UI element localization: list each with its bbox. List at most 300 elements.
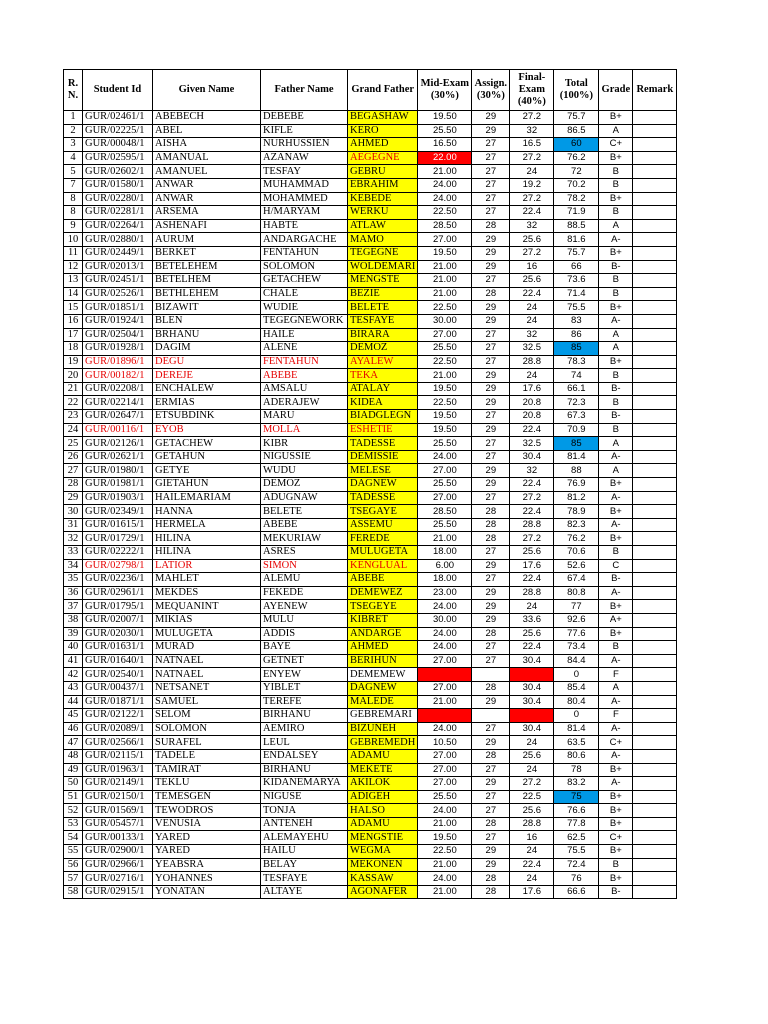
cell-grand-father: ASSEMU (348, 518, 418, 532)
cell-given-name: ABEBECH (153, 111, 261, 125)
cell-mid-exam: 25.50 (418, 518, 472, 532)
cell-grade: B+ (599, 600, 633, 614)
cell-given-name: AISHA (153, 138, 261, 152)
cell-remark (633, 790, 677, 804)
cell-grand-father: KERO (348, 124, 418, 138)
cell-mid-exam: 19.50 (418, 410, 472, 424)
cell-given-name: MURAD (153, 641, 261, 655)
cell-given-name: AURUM (153, 233, 261, 247)
cell-grade: B- (599, 573, 633, 587)
cell-remark (633, 613, 677, 627)
cell-remark (633, 274, 677, 288)
cell-grade: A- (599, 491, 633, 505)
cell-grade: B (599, 206, 633, 220)
cell-grade: A (599, 342, 633, 356)
cell-grand-father: MEKONEN (348, 858, 418, 872)
cell-final-exam: 24 (510, 165, 554, 179)
cell-rn: 38 (64, 613, 83, 627)
cell-given-name: DEGU (153, 355, 261, 369)
cell-remark (633, 532, 677, 546)
grades-table (63, 69, 677, 899)
cell-remark (633, 301, 677, 315)
cell-assign: 29 (472, 233, 510, 247)
cell-final-exam: 30.4 (510, 450, 554, 464)
cell-assign: 29 (472, 695, 510, 709)
cell-student-id: GUR/01980/1 (83, 464, 153, 478)
cell-total: 0 (554, 709, 599, 723)
cell-student-id: GUR/01729/1 (83, 532, 153, 546)
cell-remark (633, 885, 677, 899)
cell-remark (633, 777, 677, 791)
header-final-exam: Final-Exam (40%) (510, 70, 554, 111)
cell-remark (633, 192, 677, 206)
cell-total: 80.6 (554, 749, 599, 763)
cell-final-exam: 22.4 (510, 423, 554, 437)
cell-assign: 29 (472, 586, 510, 600)
cell-mid-exam: 25.50 (418, 790, 472, 804)
cell-given-name: AMANUAL (153, 151, 261, 165)
cell-total: 77.8 (554, 817, 599, 831)
cell-final-exam: 30.4 (510, 681, 554, 695)
cell-assign: 27 (472, 763, 510, 777)
table-row (64, 314, 677, 328)
cell-given-name: SURAFEL (153, 736, 261, 750)
cell-rn: 13 (64, 274, 83, 288)
cell-given-name: SAMUEL (153, 695, 261, 709)
cell-student-id: GUR/02647/1 (83, 410, 153, 424)
cell-grade: B+ (599, 627, 633, 641)
cell-assign: 28 (472, 287, 510, 301)
cell-grade: B (599, 396, 633, 410)
cell-final-exam: 32 (510, 219, 554, 233)
cell-rn: 28 (64, 478, 83, 492)
cell-student-id: GUR/01580/1 (83, 178, 153, 192)
cell-father-name: ANDARGACHE (261, 233, 348, 247)
table-row (64, 641, 677, 655)
cell-grade: A- (599, 314, 633, 328)
cell-final-exam: 22.4 (510, 641, 554, 655)
cell-final-exam: 16.5 (510, 138, 554, 152)
cell-total: 66.6 (554, 885, 599, 899)
cell-grade: A (599, 464, 633, 478)
cell-total: 70.9 (554, 423, 599, 437)
cell-mid-exam: 28.50 (418, 219, 472, 233)
header-student-id: Student Id (83, 70, 153, 111)
cell-given-name: GETAHUN (153, 450, 261, 464)
cell-student-id: GUR/02449/1 (83, 246, 153, 260)
cell-given-name: MIKIAS (153, 613, 261, 627)
cell-grade: C (599, 559, 633, 573)
cell-assign: 27 (472, 328, 510, 342)
cell-grand-father: AYALEW (348, 355, 418, 369)
cell-remark (633, 342, 677, 356)
cell-given-name: BIZAWIT (153, 301, 261, 315)
cell-given-name: BERKET (153, 246, 261, 260)
cell-mid-exam: 25.50 (418, 124, 472, 138)
cell-grade: B (599, 178, 633, 192)
cell-final-exam: 25.6 (510, 546, 554, 560)
cell-mid-exam: 19.50 (418, 831, 472, 845)
cell-student-id: GUR/02966/1 (83, 858, 153, 872)
table-row (64, 546, 677, 560)
cell-student-id: GUR/01928/1 (83, 342, 153, 356)
table-row (64, 328, 677, 342)
cell-grand-father: TEGEGNE (348, 246, 418, 260)
cell-rn: 31 (64, 518, 83, 532)
cell-rn: 10 (64, 233, 83, 247)
cell-final-exam: 27.2 (510, 532, 554, 546)
table-body (64, 111, 677, 899)
cell-given-name: TAMIRAT (153, 763, 261, 777)
cell-remark (633, 763, 677, 777)
cell-remark (633, 138, 677, 152)
cell-assign: 29 (472, 559, 510, 573)
cell-total: 73.4 (554, 641, 599, 655)
table-row (64, 559, 677, 573)
cell-mid-exam: 19.50 (418, 246, 472, 260)
cell-student-id: GUR/02150/1 (83, 790, 153, 804)
cell-total: 74 (554, 369, 599, 383)
cell-grand-father: ANDARGE (348, 627, 418, 641)
cell-father-name: MUHAMMAD (261, 178, 348, 192)
cell-mid-exam: 18.00 (418, 546, 472, 560)
cell-father-name: BIRHANU (261, 763, 348, 777)
cell-grade: A (599, 124, 633, 138)
cell-rn: 49 (64, 763, 83, 777)
cell-father-name: ALEMU (261, 573, 348, 587)
cell-assign: 27 (472, 654, 510, 668)
cell-grand-father: AHMED (348, 138, 418, 152)
cell-grade: F (599, 668, 633, 682)
cell-student-id: GUR/01963/1 (83, 763, 153, 777)
cell-student-id: GUR/02126/1 (83, 437, 153, 451)
header-given-name: Given Name (153, 70, 261, 111)
cell-rn: 15 (64, 301, 83, 315)
cell-father-name: LEUL (261, 736, 348, 750)
cell-final-exam: 20.8 (510, 410, 554, 424)
cell-total: 66 (554, 260, 599, 274)
cell-student-id: GUR/02214/1 (83, 396, 153, 410)
cell-father-name: ABEBE (261, 369, 348, 383)
cell-grade: B+ (599, 763, 633, 777)
table-row (64, 219, 677, 233)
cell-final-exam: 22.4 (510, 573, 554, 587)
cell-father-name: FENTAHUN (261, 246, 348, 260)
cell-assign: 27 (472, 790, 510, 804)
table-row (64, 804, 677, 818)
cell-student-id: GUR/02030/1 (83, 627, 153, 641)
cell-final-exam: 28.8 (510, 355, 554, 369)
cell-remark (633, 450, 677, 464)
cell-grand-father: TADESSE (348, 491, 418, 505)
cell-grade: A (599, 437, 633, 451)
header-rn: R. N. (64, 70, 83, 111)
cell-mid-exam: 28.50 (418, 505, 472, 519)
cell-student-id: GUR/02007/1 (83, 613, 153, 627)
cell-grade: A- (599, 654, 633, 668)
cell-total: 81.6 (554, 233, 599, 247)
table-row (64, 111, 677, 125)
cell-rn: 54 (64, 831, 83, 845)
cell-grand-father: MULUGETA (348, 546, 418, 560)
cell-total: 76.6 (554, 804, 599, 818)
cell-student-id: GUR/02349/1 (83, 505, 153, 519)
cell-grade: A- (599, 777, 633, 791)
cell-grand-father: GEBREMEDH (348, 736, 418, 750)
cell-final-exam: 24 (510, 314, 554, 328)
cell-given-name: DAGIM (153, 342, 261, 356)
cell-father-name: HAILE (261, 328, 348, 342)
cell-student-id: GUR/02526/1 (83, 287, 153, 301)
cell-grand-father: AKILOK (348, 777, 418, 791)
cell-remark (633, 260, 677, 274)
cell-assign: 27 (472, 804, 510, 818)
header-grade: Grade (599, 70, 633, 111)
cell-mid-exam (418, 709, 472, 723)
cell-final-exam: 27.2 (510, 111, 554, 125)
cell-grade: B+ (599, 872, 633, 886)
cell-father-name: NIGUSSIE (261, 450, 348, 464)
cell-mid-exam: 24.00 (418, 872, 472, 886)
cell-student-id: GUR/02798/1 (83, 559, 153, 573)
cell-mid-exam: 22.50 (418, 396, 472, 410)
table-row (64, 178, 677, 192)
cell-grand-father: HALSO (348, 804, 418, 818)
cell-grade: B- (599, 260, 633, 274)
cell-rn: 18 (64, 342, 83, 356)
cell-total: 85 (554, 342, 599, 356)
cell-grade: B+ (599, 111, 633, 125)
cell-remark (633, 573, 677, 587)
cell-total: 88 (554, 464, 599, 478)
cell-father-name: ALTAYE (261, 885, 348, 899)
cell-remark (633, 355, 677, 369)
cell-student-id: GUR/02149/1 (83, 777, 153, 791)
header-grand-father: Grand Father (348, 70, 418, 111)
cell-grand-father: AEGEGNE (348, 151, 418, 165)
cell-father-name: ALENE (261, 342, 348, 356)
cell-rn: 56 (64, 858, 83, 872)
cell-final-exam: 25.6 (510, 274, 554, 288)
table-row (64, 518, 677, 532)
cell-father-name: TEREFE (261, 695, 348, 709)
cell-final-exam: 24 (510, 369, 554, 383)
table-row (64, 464, 677, 478)
cell-remark (633, 178, 677, 192)
cell-mid-exam: 21.00 (418, 274, 472, 288)
cell-assign: 29 (472, 478, 510, 492)
cell-total: 75.7 (554, 111, 599, 125)
cell-father-name: ENDALSEY (261, 749, 348, 763)
cell-given-name: VENUSIA (153, 817, 261, 831)
cell-remark (633, 478, 677, 492)
cell-mid-exam: 27.00 (418, 654, 472, 668)
table-row (64, 709, 677, 723)
table-row (64, 681, 677, 695)
cell-father-name: AEMIRO (261, 722, 348, 736)
cell-rn: 5 (64, 165, 83, 179)
cell-assign: 28 (472, 749, 510, 763)
cell-rn: 53 (64, 817, 83, 831)
cell-final-exam: 17.6 (510, 885, 554, 899)
cell-final-exam: 32 (510, 464, 554, 478)
cell-mid-exam: 19.50 (418, 423, 472, 437)
cell-assign: 28 (472, 872, 510, 886)
cell-student-id: GUR/02013/1 (83, 260, 153, 274)
cell-grand-father: TESFAYE (348, 314, 418, 328)
cell-remark (633, 124, 677, 138)
cell-final-exam: 22.4 (510, 206, 554, 220)
cell-assign: 27 (472, 165, 510, 179)
table-row (64, 124, 677, 138)
cell-grand-father: KASSAW (348, 872, 418, 886)
cell-total: 70.2 (554, 178, 599, 192)
cell-grand-father: GEBREMARI (348, 709, 418, 723)
cell-father-name: ALEMAYEHU (261, 831, 348, 845)
cell-remark (633, 831, 677, 845)
cell-remark (633, 668, 677, 682)
cell-grade: B+ (599, 804, 633, 818)
cell-mid-exam: 16.50 (418, 138, 472, 152)
cell-mid-exam: 27.00 (418, 491, 472, 505)
cell-given-name: TEMESGEN (153, 790, 261, 804)
cell-assign: 28 (472, 532, 510, 546)
cell-father-name: TESFAYE (261, 872, 348, 886)
cell-given-name: ARSEMA (153, 206, 261, 220)
cell-remark (633, 749, 677, 763)
cell-final-exam: 25.6 (510, 804, 554, 818)
table-row (64, 586, 677, 600)
cell-mid-exam: 21.00 (418, 885, 472, 899)
cell-remark (633, 627, 677, 641)
cell-remark (633, 165, 677, 179)
cell-grand-father: KIDEA (348, 396, 418, 410)
cell-father-name: TONJA (261, 804, 348, 818)
cell-mid-exam: 27.00 (418, 763, 472, 777)
cell-total: 52.6 (554, 559, 599, 573)
cell-given-name: GETYE (153, 464, 261, 478)
cell-given-name: SOLOMON (153, 722, 261, 736)
cell-father-name: ANTENEH (261, 817, 348, 831)
cell-assign: 27 (472, 138, 510, 152)
cell-grand-father: AHMED (348, 641, 418, 655)
cell-remark (633, 722, 677, 736)
cell-student-id: GUR/02208/1 (83, 382, 153, 396)
cell-father-name: TESFAY (261, 165, 348, 179)
cell-student-id: GUR/02621/1 (83, 450, 153, 464)
cell-mid-exam: 10.50 (418, 736, 472, 750)
cell-assign: 28 (472, 505, 510, 519)
cell-total: 88.5 (554, 219, 599, 233)
cell-rn: 8 (64, 206, 83, 220)
cell-grade: B- (599, 885, 633, 899)
cell-final-exam: 32 (510, 124, 554, 138)
cell-grand-father: GEBRU (348, 165, 418, 179)
cell-mid-exam: 21.00 (418, 287, 472, 301)
cell-mid-exam: 22.50 (418, 845, 472, 859)
cell-mid-exam (418, 668, 472, 682)
cell-grand-father: TEKA (348, 369, 418, 383)
cell-final-exam: 25.6 (510, 749, 554, 763)
cell-grand-father: WEGMA (348, 845, 418, 859)
cell-student-id: GUR/02602/1 (83, 165, 153, 179)
cell-total: 70.6 (554, 546, 599, 560)
cell-assign: 27 (472, 546, 510, 560)
cell-rn: 51 (64, 790, 83, 804)
cell-father-name: ASRES (261, 546, 348, 560)
cell-remark (633, 695, 677, 709)
cell-father-name: HABTE (261, 219, 348, 233)
cell-final-exam: 24 (510, 301, 554, 315)
cell-student-id: GUR/00048/1 (83, 138, 153, 152)
cell-student-id: GUR/01903/1 (83, 491, 153, 505)
cell-student-id: GUR/01569/1 (83, 804, 153, 818)
cell-assign: 29 (472, 777, 510, 791)
cell-total: 80.4 (554, 695, 599, 709)
table-row (64, 301, 677, 315)
cell-final-exam: 25.6 (510, 627, 554, 641)
table-row (64, 858, 677, 872)
cell-student-id: GUR/01615/1 (83, 518, 153, 532)
cell-student-id: GUR/02880/1 (83, 233, 153, 247)
cell-assign: 27 (472, 573, 510, 587)
cell-father-name: NURHUSSIEN (261, 138, 348, 152)
cell-final-exam: 32.5 (510, 342, 554, 356)
cell-student-id: GUR/00133/1 (83, 831, 153, 845)
cell-father-name: ADDIS (261, 627, 348, 641)
cell-grand-father: MENGSTE (348, 274, 418, 288)
cell-total: 62.5 (554, 831, 599, 845)
cell-total: 84.4 (554, 654, 599, 668)
cell-student-id: GUR/00182/1 (83, 369, 153, 383)
cell-remark (633, 872, 677, 886)
cell-total: 78 (554, 763, 599, 777)
cell-grade: A- (599, 749, 633, 763)
cell-rn: 52 (64, 804, 83, 818)
cell-total: 78.3 (554, 355, 599, 369)
cell-rn: 1 (64, 111, 83, 125)
cell-remark (633, 423, 677, 437)
cell-total: 81.2 (554, 491, 599, 505)
cell-student-id: GUR/02225/1 (83, 124, 153, 138)
cell-given-name: YOHANNES (153, 872, 261, 886)
cell-rn: 20 (64, 369, 83, 383)
cell-remark (633, 328, 677, 342)
cell-father-name: SOLOMON (261, 260, 348, 274)
cell-total: 86 (554, 328, 599, 342)
cell-total: 66.1 (554, 382, 599, 396)
cell-grand-father: TADESSE (348, 437, 418, 451)
table-row (64, 777, 677, 791)
cell-student-id: GUR/01924/1 (83, 314, 153, 328)
cell-rn: 30 (64, 505, 83, 519)
cell-mid-exam: 6.00 (418, 559, 472, 573)
cell-mid-exam: 22.50 (418, 206, 472, 220)
cell-final-exam: 17.6 (510, 559, 554, 573)
cell-student-id: GUR/01981/1 (83, 478, 153, 492)
table-row (64, 885, 677, 899)
cell-remark (633, 546, 677, 560)
cell-grade: B (599, 641, 633, 655)
cell-student-id: GUR/02122/1 (83, 709, 153, 723)
cell-total: 76 (554, 872, 599, 886)
cell-mid-exam: 21.00 (418, 165, 472, 179)
table-row (64, 396, 677, 410)
table-row (64, 382, 677, 396)
cell-mid-exam: 25.50 (418, 478, 472, 492)
cell-father-name: MOHAMMED (261, 192, 348, 206)
cell-total: 78.9 (554, 505, 599, 519)
